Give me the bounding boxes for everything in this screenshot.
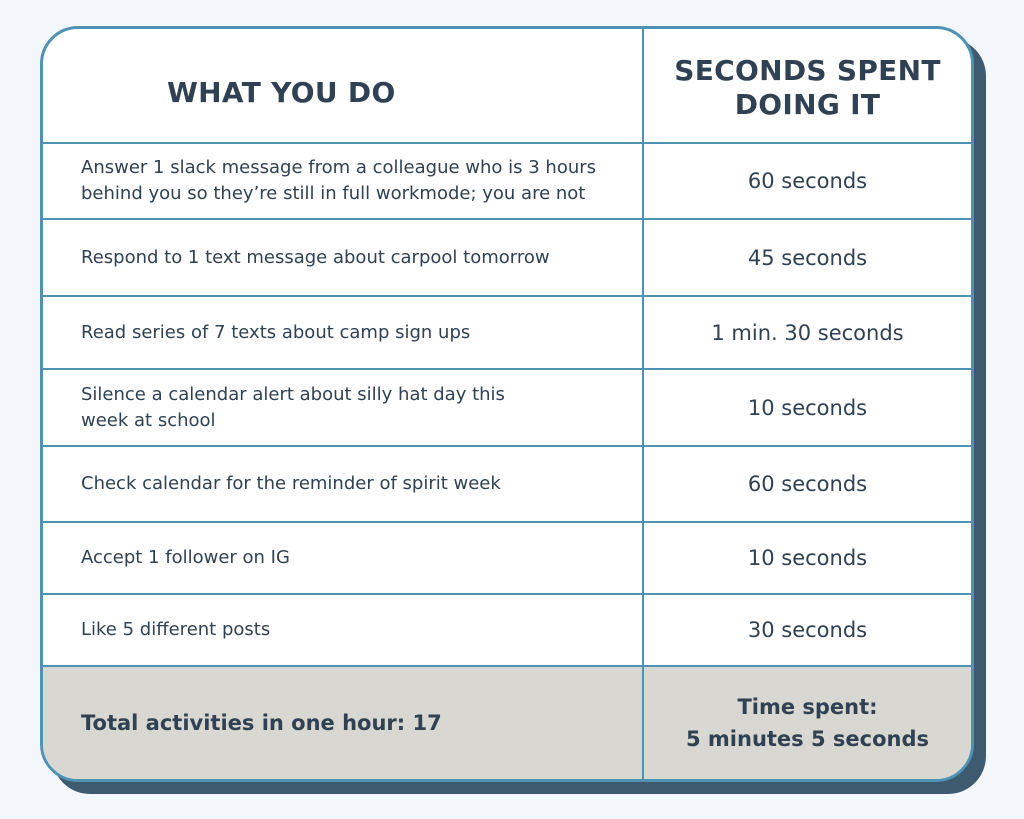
table-row — [43, 594, 971, 666]
seconds-cell: 10 seconds — [643, 369, 971, 446]
seconds-cell: 60 seconds — [643, 143, 971, 219]
activity-text: Respond to 1 text message about carpool tomorrow — [81, 246, 550, 268]
activity-cell — [43, 296, 643, 369]
header-what-you-do: WHAT YOU DO — [43, 29, 643, 143]
total-activities: Total activities in one hour: 17 — [43, 666, 643, 779]
table-row — [43, 446, 971, 522]
activity-text: Accept 1 follower on IG — [81, 547, 290, 568]
activity-text: Answer 1 slack message from a colleague who is 3 hours — [81, 157, 597, 178]
seconds-cell: 30 seconds — [643, 594, 971, 666]
activity-cell — [43, 219, 643, 296]
seconds-cell: 10 seconds — [643, 522, 971, 594]
header-seconds-line1: SECONDS SPENT — [674, 53, 941, 87]
table-row — [43, 143, 971, 219]
header-seconds-line2: DOING IT — [734, 87, 881, 121]
total-time-cell — [643, 666, 971, 779]
activity-text: Like 5 different posts — [81, 619, 271, 640]
seconds-cell: 1 min. 30 seconds — [643, 296, 971, 369]
total-time-label: Time spent: — [737, 695, 878, 719]
header-seconds-spent — [643, 29, 971, 143]
activity-time-table — [43, 29, 971, 779]
table-header-row — [43, 29, 971, 143]
time-table-card — [40, 26, 974, 782]
table-row — [43, 369, 971, 446]
activity-cell — [43, 369, 643, 446]
activity-text: Silence a calendar alert about silly hat day this — [81, 383, 505, 405]
activity-cell — [43, 522, 643, 594]
activity-cell — [43, 143, 643, 219]
activity-text: behind you so they’re still in full workmode; you are not — [81, 183, 586, 204]
activity-text: Read series of 7 texts about camp sign ups — [81, 321, 471, 343]
table-row — [43, 522, 971, 594]
activity-cell — [43, 446, 643, 522]
activity-text: week at school — [81, 409, 216, 431]
seconds-cell: 45 seconds — [643, 219, 971, 296]
total-row — [43, 666, 971, 779]
activity-cell — [43, 594, 643, 666]
seconds-cell: 60 seconds — [643, 446, 971, 522]
total-time-value: 5 minutes 5 seconds — [685, 727, 930, 751]
table-row — [43, 219, 971, 296]
table-row — [43, 296, 971, 369]
activity-text: Check calendar for the reminder of spirit week — [81, 473, 501, 494]
